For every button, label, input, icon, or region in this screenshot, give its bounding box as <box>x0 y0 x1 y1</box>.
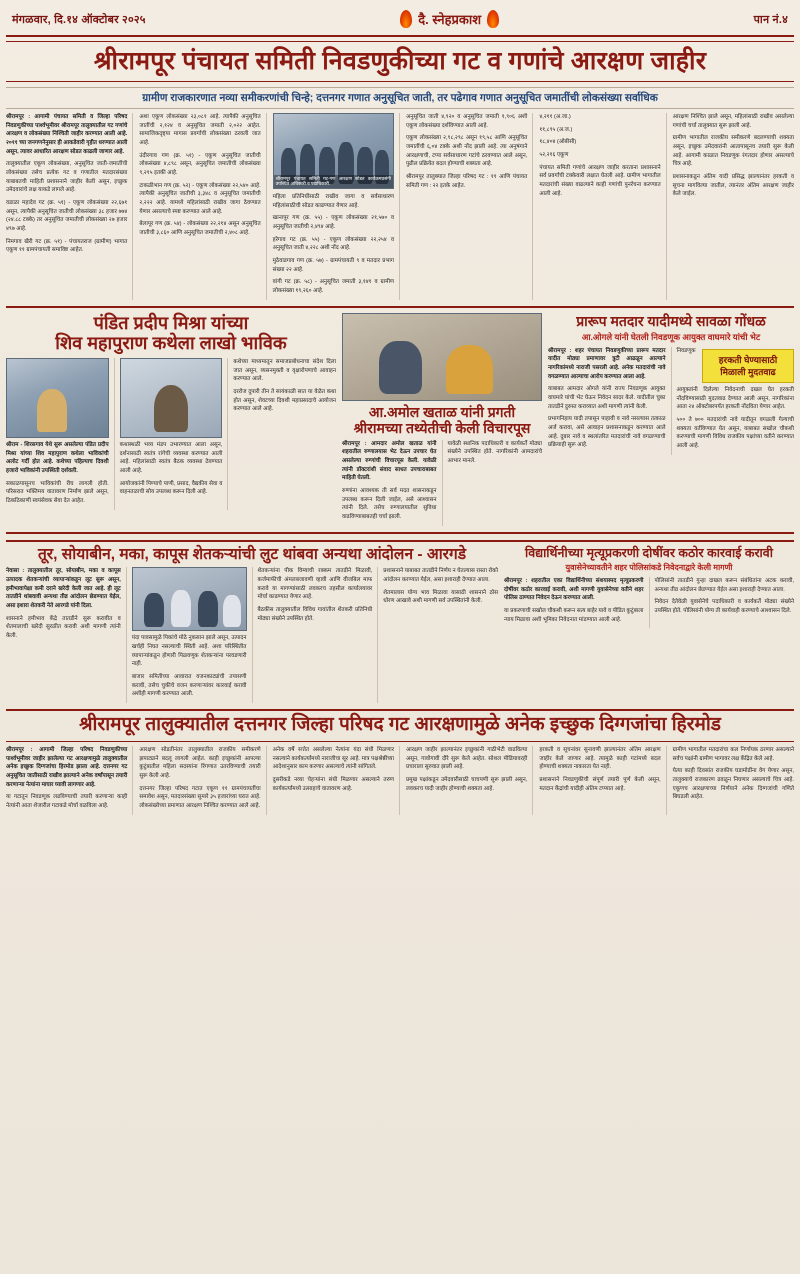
paragraph: प्रभागनिहाय यादी तपासून पाहावी व नावे नसल्यास तत्काळ अर्ज करावा, असे आवाहन प्रशासनाकडून करण्यात आले आहे. दुबार नावे व स्थलांतरित मतदारांची नावे वगळण्याची प्रक्रियाही सुरू आहे. <box>548 416 666 449</box>
paragraph: याबाबत आमदार ओगले यांनी राज्य निवडणूक आयुक्त वाघमारे यांची भेट घेऊन निवेदन सादर केले. यादीतील चुका तातडीने दुरुस्त कराव्यात अशी मागणी त्यांनी केली. <box>548 386 666 410</box>
lead-col-2 <box>139 113 266 300</box>
photo-caption: श्रीरामपूर पंचायत समिती गट-गण आरक्षण सोडत कार्यक्रमप्रसंगी उपस्थित अधिकारी व पदाधिकारी. <box>275 175 391 187</box>
paragraph: बेलापूर गण (क्र. ५४) - लोकसंख्या २२,२१४ असून अनुसूचित जातीची ३,८६० आणि अनुसूचित जमातीची २,४०८ आहे. <box>139 221 261 236</box>
article-title: विद्यार्थिनीच्या मृत्यूप्रकरणी दोषींवर कठोर कारवाई करावी <box>525 545 773 560</box>
article-student-death <box>504 546 794 703</box>
paragraph: प्रमुख पक्षांकडून उमेदवारीसाठी चाचपणी सुरू झाली असून, लवकरच यादी जाहीर होण्याची शक्यता आहे. <box>405 776 528 792</box>
paragraph: शासनाने हमीभाव केंद्रे तातडीने सुरू करावीत व शेतमालाची खरेदी सुरळीत करावी अशी मागणी त्यांनी केली. <box>6 615 121 640</box>
paragraph: नेवासा : तालुक्यातील तूर, सोयाबीन, मका व कापूस उत्पादक शेतकऱ्यांची व्यापाऱ्यांकडून लूट सुरू असून, हमीभावापेक्षा कमी दराने खरेदी केली जात आहे. ही लूट तातडीने थांबवावी अन्यथा तीव्र आंदोलन छेडण्यात येईल, असा इशारा शेतकरी नेते आरगडे यांनी दिला. <box>6 568 121 610</box>
paragraph: आरक्षण सोडतीनंतर तालुक्यातील राजकीय समीकरणे झपाट्याने बदलू लागली आहेत. काही इच्छुकांनी आपल्या कुटुंबातील महिला सदस्यांना रिंगणात उतरविण्याची तयारी सुरू केली आहे. <box>139 746 261 779</box>
paragraph: रुग्णांना आवश्यक ती सर्व मदत शासनाकडून उपलब्ध करून दिली जाईल, असे आश्वासन त्यांनी दिले. तसेच रुग्णालयातील सुविधा वाढविण्याबाबतही चर्चा झाली. <box>342 488 437 520</box>
article-subtitle: आ.ओगले यांनी घेतली निवडणूक आयुक्त वाघमारे यांची भेट <box>581 331 761 342</box>
paragraph: दुसरीकडे नव्या चेहऱ्यांना संधी मिळणार असल्याने तरुण कार्यकर्त्यांमध्ये उत्साहाचे वातावरण आहे. <box>272 776 394 792</box>
lead-subhead: ग्रामीण राजकारणात नव्या समीकरणांची चिन्हे; दत्तनगर गणात अनुसूचित जाती, तर पढेगाव गणात अनुसूचित जमातींची लोकसंख्या सर्वाधिक <box>6 87 794 109</box>
katha-stage-photo <box>6 358 109 438</box>
article-body <box>6 358 336 510</box>
page-title: श्रीरामपूर पंचायत समिती निवडणुकीच्या गट व गणांचे आरक्षण जाहीर <box>93 47 707 75</box>
paragraph: ११,८९५ (अ.ज.) <box>539 126 573 133</box>
paragraph: निवडणूक आयुक्तांनी दिलेल्या निवेदनाची दखल घेत हरकती नोंदविण्यासाठी मुदतवाढ देण्यात आली असून, नागरिकांना आता २४ ऑक्टोबरपर्यंत हरकती नोंदविता येणार आहेत. <box>676 347 794 411</box>
bottom-band <box>6 540 794 703</box>
photo-figures <box>343 314 541 400</box>
article-title: प्रारूप मतदार यादीमध्ये सावळा गोंधळ <box>576 312 766 329</box>
farmers-col-4 <box>383 567 498 703</box>
paragraph: यंदा पावसामुळे पिकांचे मोठे नुकसान झाले असून, उत्पादन खर्चही निघत नसल्याची स्थिती आहे. अशा परिस्थितीत व्यापाऱ्यांकडून होणारी पिळवणूक शेतकऱ्यांना परवडणारी नाही. <box>131 635 247 668</box>
article-body <box>548 347 794 455</box>
final-col-1 <box>6 746 133 815</box>
final-article-title: श्रीरामपूर तालुक्यातील दत्तनगर जिल्हा परिषद गट आरक्षणामुळे अनेक इच्छुक दिग्गजांचा हिरमोड <box>6 709 794 742</box>
article-farmers <box>6 546 498 703</box>
paragraph: खानापूर गण (क्र. ५५) - एकूण लोकसंख्या २१,५७० व अनुसूचित जातीची २,४९४ आहे. <box>272 215 394 230</box>
paragraph: यावेळी स्थानिक पदाधिकारी व कार्यकर्ते मोठ्या संख्येने उपस्थित होते. नागरिकांनी आमदारांचे आभार मानले. <box>447 440 542 465</box>
paragraph: ग्रामीण भागातील राजकीय समीकरणे बदलण्याची शक्यता असून, इच्छुक उमेदवारांनी आतापासूनच तयारी सुरू केली आहे. आगामी काळात निवडणूक रंगतदार होणार असल्याचे चित्र आहे. <box>672 135 794 168</box>
student-col-1 <box>504 577 650 628</box>
flame-icon <box>487 10 499 28</box>
final-col-3 <box>273 746 400 815</box>
paragraph: निमगाव खैरी गट (क्र. ५१) - पंचायतराज (ग्रामीण) भागात एकूण ११ ग्रामपंचायती समाविष्ट आहेत. <box>6 238 128 254</box>
article-shiv-mahapuran <box>6 313 336 526</box>
paragraph: महिला प्रतिनिधींसाठी राखीव जागा व सर्वसाधारण महिलांसाठीची सोडत काढण्यात येणार आहे. <box>272 194 394 209</box>
paragraph: टाकळीभान गण (क्र. ५२) - एकूण लोकसंख्या २२,५४० आहे. त्यापैकी अनुसूचित जातीची ३,३४८ व अनुसूचित जमातीची २,२२२ आहे. यामध्ये महिलांसाठी राखीव जागा ठेवण्यात येणार असल्याचे स्पष्ट करण्यात आले आहे. <box>139 182 261 215</box>
article-amol-khatal <box>342 313 542 526</box>
article-body <box>504 577 794 628</box>
paragraph: ५०० ते ७०० मतदारांची नावे यादीतून वगळली गेल्याची शक्यता वर्तविण्यात येत असून, याबाबत सखोल चौकशी करण्याची मागणी विविध राजकीय पक्षांच्या वतीने करण्यात आली आहे. <box>676 416 794 449</box>
paragraph: बाजार समितीच्या आवारात वजनकाट्यांची तपासणी करावी, तसेच चुकीचे वजन करणाऱ्यांवर कारवाई करावी अशीही मागणी करण्यात आली. <box>131 674 247 698</box>
article-subtitle: युवासेनेच्यावतीने शहर पोलिसांकडे निवेदनाद्वारे केली मागणी <box>565 563 733 573</box>
article-body <box>6 567 498 703</box>
paragraph: हरकती व सूचनांवर सुनावणी झाल्यानंतर अंतिम आरक्षण जाहीर केले जाणार आहे. त्यामुळे काही गटांमध्ये बदल होण्याची शक्यता नाकारता येत नाही. <box>539 746 661 771</box>
lead-col-1 <box>6 113 133 300</box>
farmers-col-2 <box>132 567 253 703</box>
paragraph: श्रीरामपूर : आगामी पंचायत समिती व जिल्हा परिषद निवडणुकीच्या पार्श्वभूमीवर श्रीरामपूर तालुक्यातील गट गणांचे आरक्षण व लोकसंख्या निश्चिती जाहीर करण्यात आली आहे. २०११ च्या जनगणनेनुसार ही आकडेवारी गृहीत धरण्यात आली असून, त्यावर आधारित आरक्षण सोडत काढली जाणार आहे. <box>6 114 128 155</box>
paragraph: अनुसूचित जाती ४,९२० व अनुसूचित जमाती १,९०६ अशी एकूण लोकसंख्या दर्शविण्यात आली आहे. <box>405 114 528 129</box>
pandit-portrait-photo <box>120 358 223 438</box>
masthead <box>6 4 794 37</box>
paragraph: तालुक्यातील एकूण लोकसंख्या, अनुसूचित जाती-जमातींची लोकसंख्या तसेच प्रत्येक गट व गणातील मतदारसंख्या याबाबतची माहिती प्रशासनाने जाहीर केली असून, इच्छुक उमेदवारांचे लक्ष याकडे लागले आहे. <box>6 161 128 194</box>
lead-body <box>6 113 794 300</box>
paper-name: दै. स्नेहप्रकाश <box>418 12 482 27</box>
paragraph: आयोजकांनी पिण्याचे पाणी, प्रसाद, वैद्यकीय सेवा व वाहनतळाची सोय उपलब्ध करून दिली आहे. <box>119 480 223 496</box>
photo-figures <box>121 359 222 437</box>
paragraph: कथास्थळी भव्य मंडप उभारण्यात आला असून, दर्शनासाठी स्वतंत्र रांगेची व्यवस्था करण्यात आली आहे. महिलांसाठी स्वतंत्र बैठक व्यवस्था ठेवण्यात आली आहे. <box>119 441 223 474</box>
paragraph: आरक्षण निश्चित झाले असून, महिलांसाठी राखीव असलेल्या गणांची चर्चा तालुक्यात सुरू झाली आहे. <box>672 114 794 129</box>
article-title-line1: आ.अमोल खताळ यांनी प्रगती <box>368 403 516 420</box>
student-col-2 <box>655 577 795 628</box>
photo-figures <box>133 568 246 630</box>
hospital-visit-photo <box>342 313 542 401</box>
highlight-box: हरकती घेण्यासाठी मिळाली मुदतवाढ <box>702 349 794 383</box>
paragraph: येत्या काही दिवसांत राजकीय घडामोडींना वेग येणार असून, तालुक्याचे राजकारण ढवळून निघणार असल्याचे चित्र आहे. एकूणच आरक्षणाच्या निर्णयाने अनेक दिग्गजांची गणिते बिघडली आहेत. <box>672 768 794 801</box>
paragraph: श्रीरामपूर : शहरातील एका विद्यार्थिनीच्या संशयास्पद मृत्यूप्रकरणी दोषींवर कठोर कारवाई करावी, अशी मागणी युवासेनेच्या वतीने शहर पोलिस ठाण्यात निवेदन देऊन करण्यात आली. <box>504 578 644 602</box>
article-title-line2: शिव महापुराण कथेला लाखो भाविक <box>55 333 287 354</box>
paragraph: सकाळपासूनच भाविकांची रीघ लागली होती. परिसरात भक्तिमय वातावरण निर्माण झाले असून, ठिकठिकाणी स्वयंसेवक सेवा देत आहेत. <box>6 480 109 504</box>
paragraph: अनेक वर्षे सत्तेत असलेल्या नेत्यांना यंदा संधी मिळणार नसल्याने कार्यकर्त्यांमध्ये नाराजीचा सूर आहे. मात्र पक्षश्रेष्ठींच्या आदेशानुसार काम करणार असल्याचे त्यांनी सांगितले. <box>272 746 394 771</box>
article-body <box>342 440 542 526</box>
meeting-photo <box>273 113 394 189</box>
lead-headline-band <box>6 41 794 82</box>
paragraph: श्रीरामपूर : शहर पंचायत निवडणुकीच्या प्रारूप मतदार यादीत मोठ्या प्रमाणावर त्रुटी आढळून आल्याने नागरिकांमध्ये नाराजी पसरली आहे. अनेक मतदारांची नावे वगळण्यात आल्याचा आरोप करण्यात आला आहे. <box>548 347 666 380</box>
page-number: पान नं.४ <box>753 13 788 26</box>
shiv-col-1 <box>6 358 115 510</box>
paragraph: कथेच्या माध्यमातून समाजप्रबोधनाचा संदेश दिला जात असून, व्यसनमुक्ती व वृक्षारोपणाचे आवाहन करण्यात आले. <box>233 358 337 383</box>
paragraph: मुठेवाडगाव गण (क्र. ५७) - ग्रामपंचायती ९ व मतदार प्रभाग संख्या २२ आहे. <box>272 257 394 273</box>
paragraph: पोलिसांनी तातडीने गुन्हा दाखल करून संबंधितांना अटक करावी, अन्यथा तीव्र आंदोलन छेडण्यात येईल असा इशाराही देण्यात आला. <box>654 578 794 593</box>
paragraph: ५२,२१६ एकूण <box>539 151 569 158</box>
paragraph: श्रीरामपूर तालुक्यात जिल्हा परिषद गट : ११ आणि पंचायत समिती गण : २२ इतके आहेत. <box>405 173 528 189</box>
section-divider <box>6 532 794 534</box>
paragraph: आरक्षण जाहीर झाल्यानंतर इच्छुकांनी गाठीभेटी वाढविल्या असून, गावोगावी दौरे सुरू केले आहेत. सोशल मीडियावरही प्रचाराला सुरुवात झाली आहे. <box>405 746 528 771</box>
paragraph: प्रशासनाने निवडणुकीची संपूर्ण तयारी पूर्ण केली असून, मतदान केंद्रांची यादीही अंतिम टप्प्यात आहे. <box>539 776 661 792</box>
paragraph: बैठकीस तालुक्यातील विविध गावांतील शेतकरी प्रतिनिधी मोठ्या संख्येने उपस्थित होते. <box>257 607 373 622</box>
masthead-title-group <box>400 10 499 28</box>
masthead-date: मंगळवार, दि.१४ ऑक्टोबर २०२५ <box>12 13 146 26</box>
final-col-4 <box>406 746 533 815</box>
paragraph: दत्तनगर जिल्हा परिषद गटात एकूण ११ ग्रामपंचायतींचा समावेश असून, मतदारसंख्या सुमारे ३५ हजारांच्या घरात आहे. लोकसंख्येच्या प्रमाणात आरक्षण निश्चित करण्यात आले आहे. <box>139 785 261 809</box>
flame-icon <box>400 10 412 28</box>
article-title: तूर, सोयाबीन, मका, कापूस शेतकऱ्यांची लुट थांबवा अन्यथा आंदोलन - आरगडे <box>37 545 467 563</box>
shiv-col-3 <box>233 358 336 510</box>
paragraph: उंदीरगाव गण (क्र. ५१) - एकूण अनुसूचित जातीची लोकसंख्या ४,८९८ असून, अनुसूचित जमातीची लोकसंख्या ९,२१५ इतकी आहे. <box>139 152 261 176</box>
voter-col-2 <box>677 347 795 455</box>
photo-figures <box>7 359 108 437</box>
paragraph: पंचायत समिती गणांचे आरक्षण जाहीर करताना प्रशासनाने सर्व प्रवर्गांची टक्केवारी लक्षात घेतली आहे. ग्रामीण भागातील मतदारांची संख्या वाढल्याने काही गणांची पुनर्रचना करण्यात आली आहे. <box>539 164 661 197</box>
final-col-6 <box>673 746 794 815</box>
paragraph: प्रशासनाने याबाबत तातडीने निर्णय न घेतल्यास रास्ता रोको आंदोलन करण्यात येईल, असा इशाराही देण्यात आला. <box>383 568 498 584</box>
lead-col-4 <box>406 113 533 300</box>
paragraph: या गटातून निवडणूक लढविण्याची तयारी करणाऱ्या काही नेत्यांनी आता शेजारील गटाकडे मोर्चा वळविला आहे. <box>6 794 128 809</box>
final-article-body <box>6 746 794 815</box>
paragraph: दररोज दुपारी तीन ते सायंकाळी सात या वेळेत कथा होत असून, शेवटच्या दिवशी महाप्रसादाचे आयोजन करण्यात आले आहे. <box>233 388 337 413</box>
paragraph: १८,४०४ (ओबीसी) <box>539 139 577 146</box>
article-title-line1: पंडित प्रदीप मिश्रा यांच्या <box>93 312 249 333</box>
paragraph: ४,२११ (अ.जा.) <box>539 114 571 120</box>
final-col-5 <box>539 746 666 815</box>
khatal-col-1 <box>342 440 443 526</box>
khatal-col-2 <box>448 440 543 526</box>
paragraph: एकूण लोकसंख्या २,९८,२९८ असून १९,५८ आणि अनुसूचित जमातींची ६,०४ टक्के अशी नोंद झाली आहे. त्या अनुषंगाने आरक्षणाची, टप्पा सर्वसाधारण गटांचे ठरवण्यात आले असून, पुढील प्रक्रियेत बदल होण्याची शक्यता आहे. <box>405 135 528 168</box>
article-title-line2: श्रीरामच्या तथ्येतीची केली विचारपूस <box>353 419 531 436</box>
lead-col-5 <box>539 113 666 300</box>
paragraph: वांगी गट (क्र. ५८) - अनुसूचित जमाती ३,१४१ व ग्रामीण लोकसंख्या १९,२६० आहे. <box>272 279 394 294</box>
article-voter-list <box>548 313 794 526</box>
paragraph: शेतकऱ्यांना पीक विम्याची रक्कम तातडीने मिळावी, कर्जमाफीची अंमलबजावणी व्हावी आणि वीजबिल माफ करावे या मागण्यांसाठी लवकरच तहसील कार्यालयावर मोर्चा काढण्यात येणार आहे. <box>257 568 373 601</box>
paragraph: श्रीरामपूर : आगामी जिल्हा परिषद निवडणुकीच्या पार्श्वभूमीवर जाहीर झालेल्या गट आरक्षणामुळे तालुक्यातील अनेक इच्छुक दिग्गजांचा हिरमोड झाला आहे. दत्तनगर गट अनुसूचित जातीसाठी राखीव झाल्याने अनेक वर्षांपासून तयारी करणाऱ्या नेत्यांना माघार घ्यावी लागणार आहे. <box>6 746 128 788</box>
paragraph: निवेदन देतेवेळी युवासेनेचे पदाधिकारी व कार्यकर्ते मोठ्या संख्येने उपस्थित होते. पोलिसांनी योग्य ती कार्यवाही करण्याचे आश्वासन दिले. <box>654 599 794 614</box>
paragraph: श्रीरामपूर : आमदार अमोल खताळ यांनी शहरातील रुग्णालयास भेट देऊन उपचार घेत असलेल्या रुग्णांची विचारपूस केली. यावेळी त्यांनी डॉक्टरांशी संवाद साधत उपचाराबाबत माहिती घेतली. <box>342 440 437 482</box>
paragraph: ग्रामीण भागातील मतदारांचा कल निर्णायक ठरणार असल्याने सर्वच पक्षांनी ग्रामीण भागावर लक्ष केंद्रित केले आहे. <box>672 746 794 762</box>
paragraph: शेतमालास योग्य भाव मिळावा यासाठी शासनाने ठोस धोरण आखावे अशी मागणी सर्व उपस्थितांनी केली. <box>383 589 498 605</box>
lead-col-6 <box>673 113 794 300</box>
farmers-meeting-photo <box>132 567 247 631</box>
lead-col-3 <box>273 113 400 300</box>
mid-section <box>6 313 794 526</box>
section-divider <box>6 306 794 308</box>
paragraph: श्रीराम - शिरसगाव येथे सुरू असलेल्या पंडित प्रदीप मिश्रा यांच्या शिव महापुराण कथेला भाविकांची अलोट गर्दी होत आहे. कथेच्या पहिल्याच दिवशी हजारो भाविकांनी उपस्थिती दर्शवली. <box>6 441 109 474</box>
voter-col-1 <box>548 347 672 455</box>
shiv-col-2 <box>120 358 229 510</box>
paragraph: या प्रकरणाची सखोल चौकशी करून सत्य बाहेर यावे व पीडित कुटुंबाला न्याय मिळावा अशी भूमिका निवेदनात मांडण्यात आली आहे. <box>504 608 644 623</box>
paragraph: वडाळा महादेव गट (क्र. ५१) - एकूण लोकसंख्या २२,६७१ असून, त्यापैकी अनुसूचित जातीची लोकसंख्या ३८ हजार ७७४ (२४.८८ टक्के) तर अनुसूचित जमातीची लोकसंख्या २७ हजार ४९७ आहे. <box>6 199 128 232</box>
farmers-col-3 <box>258 567 379 703</box>
paragraph: प्रशासनाकडून अंतिम यादी प्रसिद्ध झाल्यानंतर हरकती व सूचना मागविल्या जातील, त्यानंतर अंतिम आरक्षण जाहीर केले जाईल. <box>672 173 794 198</box>
final-col-2 <box>139 746 266 815</box>
farmers-col-1 <box>6 567 127 703</box>
paragraph: अशा एकूण लोकसंख्या २३,०८१ आहे. त्यापैकी अनुसूचित जातींची २,१२४ व अनुसूचित जमाती २,०२२ आहेत. सामाजिकदृष्ट्या मागास प्रवर्गाची लोकसंख्या ठरवली जात आहे. <box>139 114 261 146</box>
paragraph: हरेगाव गट (क्र. ५५) - एकूण लोकसंख्या २२,२५४ व अनुसूचित जाती ४,२२८ अशी नोंद आहे. <box>272 236 394 252</box>
